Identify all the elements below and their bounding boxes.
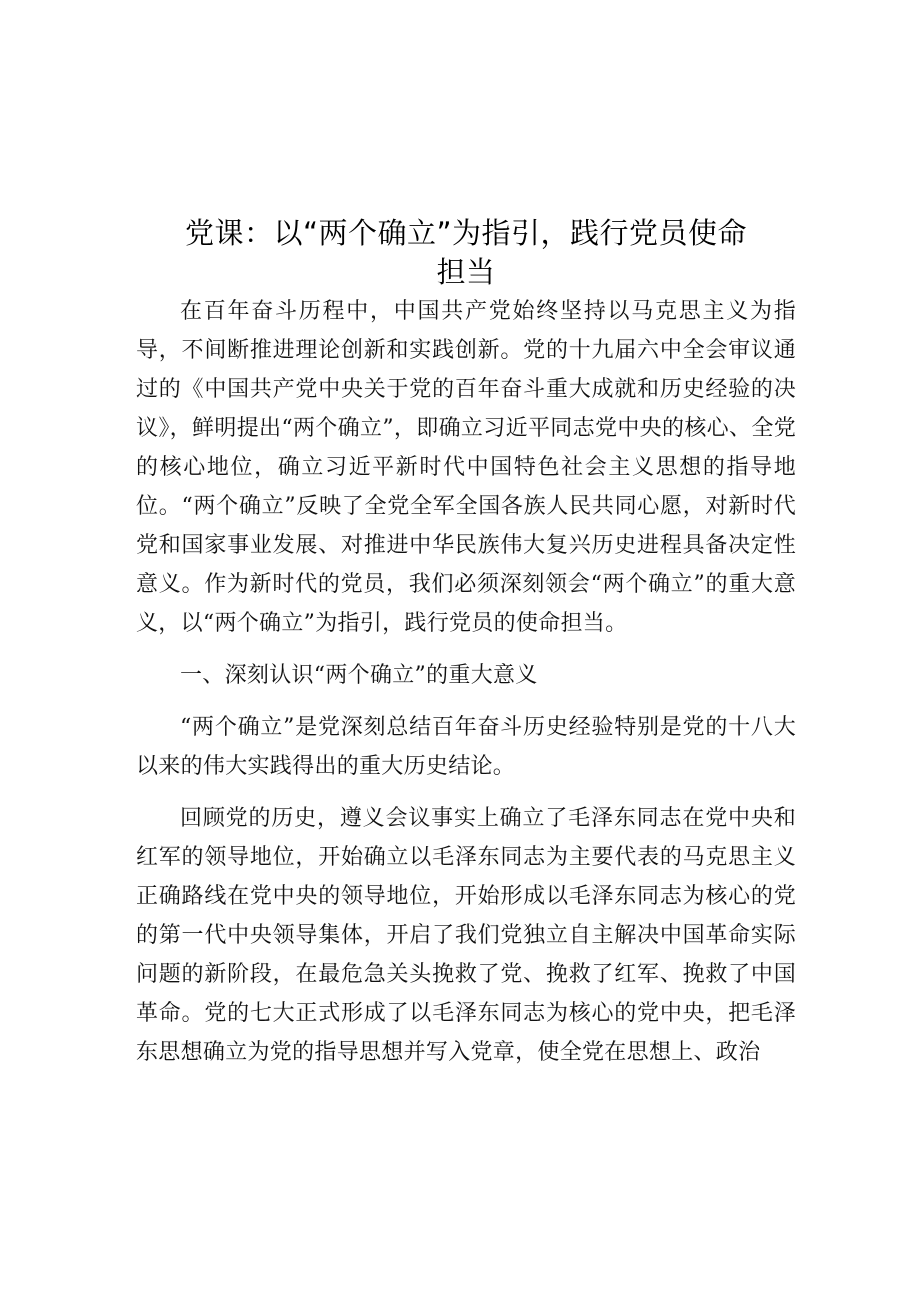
title-line-1: 党课：以“两个确立”为指引，践行党员使命 <box>184 216 748 250</box>
document-title <box>136 214 796 292</box>
paragraph-conclusion: “两个确立”是党深刻总结百年奋斗历史经验特别是党的十八大以来的伟大实践得出的重大历史结论。 <box>136 715 796 779</box>
section-heading: 一、深刻认识“两个确立”的重大意义 <box>180 663 538 688</box>
paragraph-intro: 在百年奋斗历程中，中国共产党始终坚持以马克思主义为指导，不间断推进理论创新和实践创新。党的十九届六中全会审议通过的《中国共产党中央关于党的百年奋斗重大成就和历史经验的决议》，鲜明提出“两个确立”，即确立习近平同志党中央的核心、全党的核心地位，确立习近平新时代中国特色社会主义思想的指导地位。“两个确立”反映了全党全军全国各族人民共同心愿，对新时代党和国家事业发展、对推进中华民族伟大复兴历史进程具备决定性意义。作为新时代的党员，我们必须深刻领会“两个确立”的重大意义，以“两个确立”为指引，践行党员的使命担当。 <box>136 299 796 636</box>
paragraph-history: 回顾党的历史，遵义会议事实上确立了毛泽东同志在党中央和红军的领导地位，开始确立以毛泽东同志为主要代表的马克思主义正确路线在党中央的领导地位，开始形成以毛泽东同志为核心的党的第一代中央领导集体，开启了我们党独立自主解决中国革命实际问题的新阶段，在最危急关头挽救了党、挽救了红军、挽救了中国革命。党的七大正式形成了以毛泽东同志为核心的党中央，把毛泽东思想确立为党的指导思想并写入党章，使全党在思想上、政治 <box>136 806 796 1065</box>
document-body <box>136 214 796 1072</box>
title-line-2: 担当 <box>436 255 496 289</box>
